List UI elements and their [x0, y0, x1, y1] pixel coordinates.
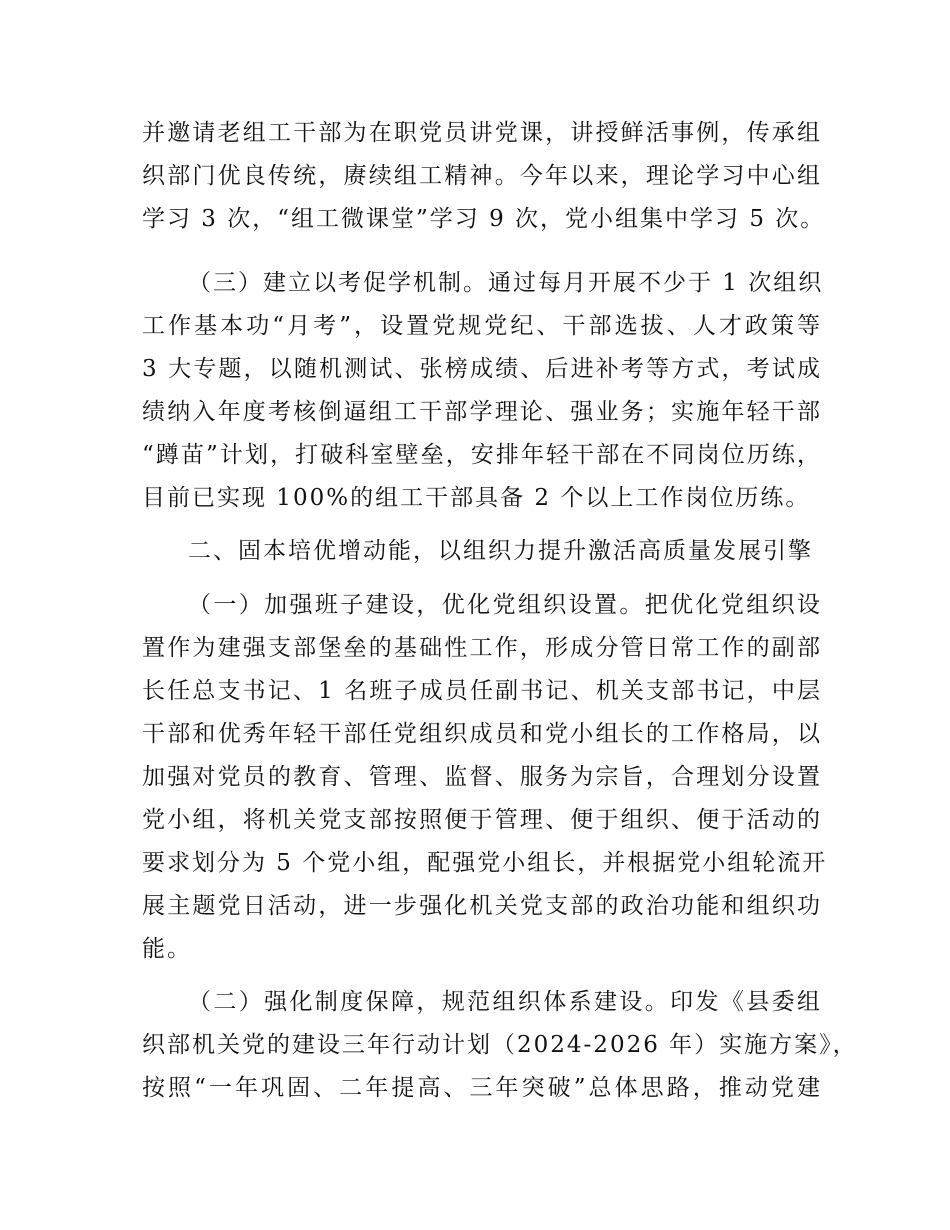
text-line: “蹲苗”计划，打破科室壁垒，安排年轻干部在不同岗位历练，: [142, 442, 822, 468]
text-line: （一）加强班子建设，优化党组织设置。把优化党组织设: [188, 592, 822, 618]
text-line: 工作基本功“月考”，设置党规党纪、干部选拔、人才政策等: [142, 313, 822, 339]
text-line: 干部和优秀年轻干部任党组织成员和党小组长的工作格局，以: [142, 721, 822, 747]
text-line: （二）强化制度保障，规范组织体系建设。印发《县委组: [188, 989, 822, 1015]
text-line: 展主题党日活动，进一步强化机关党支部的政治功能和组织功: [142, 893, 822, 919]
text-line: 加强对党员的教育、管理、监督、服务为宗旨，合理划分设置: [142, 764, 822, 790]
text-line: 织部门优良传统，赓续组工精神。今年以来，理论学习中心组: [142, 163, 822, 189]
text-line: 能。: [142, 936, 192, 962]
text-line: 按照“一年巩固、二年提高、三年突破”总体思路，推动党建: [142, 1075, 822, 1101]
text-line: 绩纳入年度考核倒逼组工干部学理论、强业务；实施年轻干部: [142, 399, 822, 425]
text-line: 党小组，将机关党支部按照便于管理、便于组织、便于活动的: [142, 807, 822, 833]
text-line: 长任总支书记、1 名班子成员任副书记、机关支部书记，中层: [142, 678, 822, 704]
text-line: 学习 3 次，“组工微课堂”学习 9 次，党小组集中学习 5 次。: [142, 206, 826, 232]
text-line: 目前已实现 100%的组工干部具备 2 个以上工作岗位历练。: [142, 485, 811, 511]
text-line: 要求划分为 5 个党小组，配强党小组长，并根据党小组轮流开: [142, 850, 828, 876]
text-line: 3 大专题，以随机测试、张榜成绩、后进补考等方式，考试成: [142, 356, 822, 382]
text-line: 置作为建强支部堡垒的基础性工作，形成分管日常工作的副部: [142, 635, 822, 661]
text-line: 并邀请老组工干部为在职党员讲党课，讲授鲜活事例，传承组: [142, 120, 822, 146]
text-line: 织部机关党的建设三年行动计划（2024-2026 年）实施方案》，: [142, 1032, 858, 1058]
text-line: （三）建立以考促学机制。通过每月开展不少于 1 次组织: [188, 270, 824, 296]
heading-line: 二、固本培优增动能，以组织力提升激活高质量发展引擎: [188, 538, 813, 564]
